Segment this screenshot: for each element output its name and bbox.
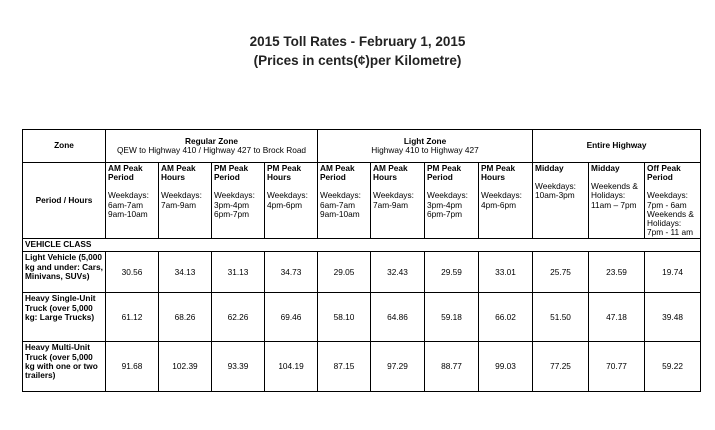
period-name: PM Peak Hours (481, 163, 516, 183)
vehicle-label: Heavy Multi-Unit Truck (over 5,000 kg with one or two trailers) (23, 342, 106, 392)
rate-cell: 93.39 (212, 342, 265, 392)
rate-cell: 29.59 (425, 252, 479, 293)
vehicle-class-row (23, 239, 701, 252)
rate-cell: 70.77 (589, 342, 645, 392)
period-time: Weekdays: 7am-9am (373, 190, 414, 210)
rate-cell: 58.10 (318, 293, 371, 342)
period-name: AM Peak Period (320, 163, 355, 183)
rate-cell: 87.15 (318, 342, 371, 392)
period-cell (589, 163, 645, 239)
vehicle-label: Heavy Single-Unit Truck (over 5,000 kg: Large Trucks) (23, 293, 106, 342)
period-time: Weekdays: 6am-7am 9am-10am (108, 190, 149, 219)
rate-cell: 32.43 (371, 252, 425, 293)
page-subtitle: (Prices in cents(¢)per Kilometre) (253, 53, 462, 68)
rate-cell: 23.59 (589, 252, 645, 293)
period-cell (212, 163, 265, 239)
period-time: Weekdays: 4pm-6pm (267, 190, 308, 210)
zone-light (318, 130, 533, 163)
toll-rates-table (22, 129, 701, 392)
period-cell (106, 163, 159, 239)
zone-name: Regular Zone (185, 135, 239, 146)
period-cell (533, 163, 589, 239)
table-row (23, 293, 701, 342)
zone-header-row (23, 130, 701, 163)
period-cell (159, 163, 212, 239)
period-header-row (23, 163, 701, 239)
zone-desc: QEW to Highway 410 / Highway 427 to Brock Road (116, 145, 307, 155)
period-cell (479, 163, 533, 239)
rate-cell: 104.19 (265, 342, 318, 392)
table-row (23, 342, 701, 392)
period-cell (645, 163, 701, 239)
zone-desc: Highway 410 to Highway 427 (371, 145, 479, 155)
rate-cell: 31.13 (212, 252, 265, 293)
period-name: PM Peak Hours (267, 163, 302, 183)
rate-cell: 47.18 (589, 293, 645, 342)
period-time: Weekdays: 10am-3pm (535, 181, 576, 201)
page-title: 2015 Toll Rates - February 1, 2015 (249, 34, 466, 49)
period-cell (425, 163, 479, 239)
rate-cell: 102.39 (159, 342, 212, 392)
zone-regular (106, 130, 318, 163)
period-name: PM Peak Period (214, 163, 249, 183)
period-cell (265, 163, 318, 239)
period-time: Weekdays: 7am-9am (161, 190, 202, 210)
rate-cell: 59.18 (425, 293, 479, 342)
rate-cell: 66.02 (479, 293, 533, 342)
rate-cell: 34.13 (159, 252, 212, 293)
period-name: PM Peak Period (427, 163, 462, 183)
rate-cell: 39.48 (645, 293, 701, 342)
period-time: Weekdays: 6am-7am 9am-10am (320, 190, 361, 219)
zone-label: Zone (23, 130, 106, 163)
rate-cell: 97.29 (371, 342, 425, 392)
rate-cell: 33.01 (479, 252, 533, 293)
period-time: Weekends & Holidays: 11am – 7pm (591, 181, 638, 210)
zone-name: Entire Highway (586, 140, 647, 151)
rate-cell: 88.77 (425, 342, 479, 392)
period-time: Weekdays: 3pm-4pm 6pm-7pm (427, 190, 468, 219)
rate-cell: 64.86 (371, 293, 425, 342)
period-name: AM Peak Hours (161, 163, 196, 183)
period-name: Off Peak Period (647, 163, 681, 183)
period-label: Period / Hours (23, 163, 106, 239)
rate-cell: 19.74 (645, 252, 701, 293)
rate-cell: 68.26 (159, 293, 212, 342)
period-cell (318, 163, 371, 239)
rate-cell: 51.50 (533, 293, 589, 342)
period-time: Weekdays: 7pm - 6am Weekends & Holidays: 7pm - 11 am (647, 190, 694, 238)
rate-cell: 77.25 (533, 342, 589, 392)
rate-cell: 62.26 (212, 293, 265, 342)
period-time: Weekdays: 4pm-6pm (481, 190, 522, 210)
vehicle-class-label: VEHICLE CLASS (23, 239, 701, 252)
rate-cell: 99.03 (479, 342, 533, 392)
table-row (23, 252, 701, 293)
rate-cell: 69.46 (265, 293, 318, 342)
rate-cell: 61.12 (106, 293, 159, 342)
rate-cell: 59.22 (645, 342, 701, 392)
period-time: Weekdays: 3pm-4pm 6pm-7pm (214, 190, 255, 219)
rate-cell: 30.56 (106, 252, 159, 293)
period-cell (371, 163, 425, 239)
rate-cell: 34.73 (265, 252, 318, 293)
zone-name: Light Zone (403, 135, 447, 146)
period-name: Midday (591, 163, 620, 173)
period-name: AM Peak Period (108, 163, 143, 183)
vehicle-label: Light Vehicle (5,000 kg and under: Cars, Minivans, SUVs) (23, 252, 106, 293)
rate-cell: 29.05 (318, 252, 371, 293)
zone-entire (533, 130, 701, 163)
period-name: Midday (535, 163, 564, 173)
rate-cell: 91.68 (106, 342, 159, 392)
period-name: AM Peak Hours (373, 163, 408, 183)
rate-cell: 25.75 (533, 252, 589, 293)
